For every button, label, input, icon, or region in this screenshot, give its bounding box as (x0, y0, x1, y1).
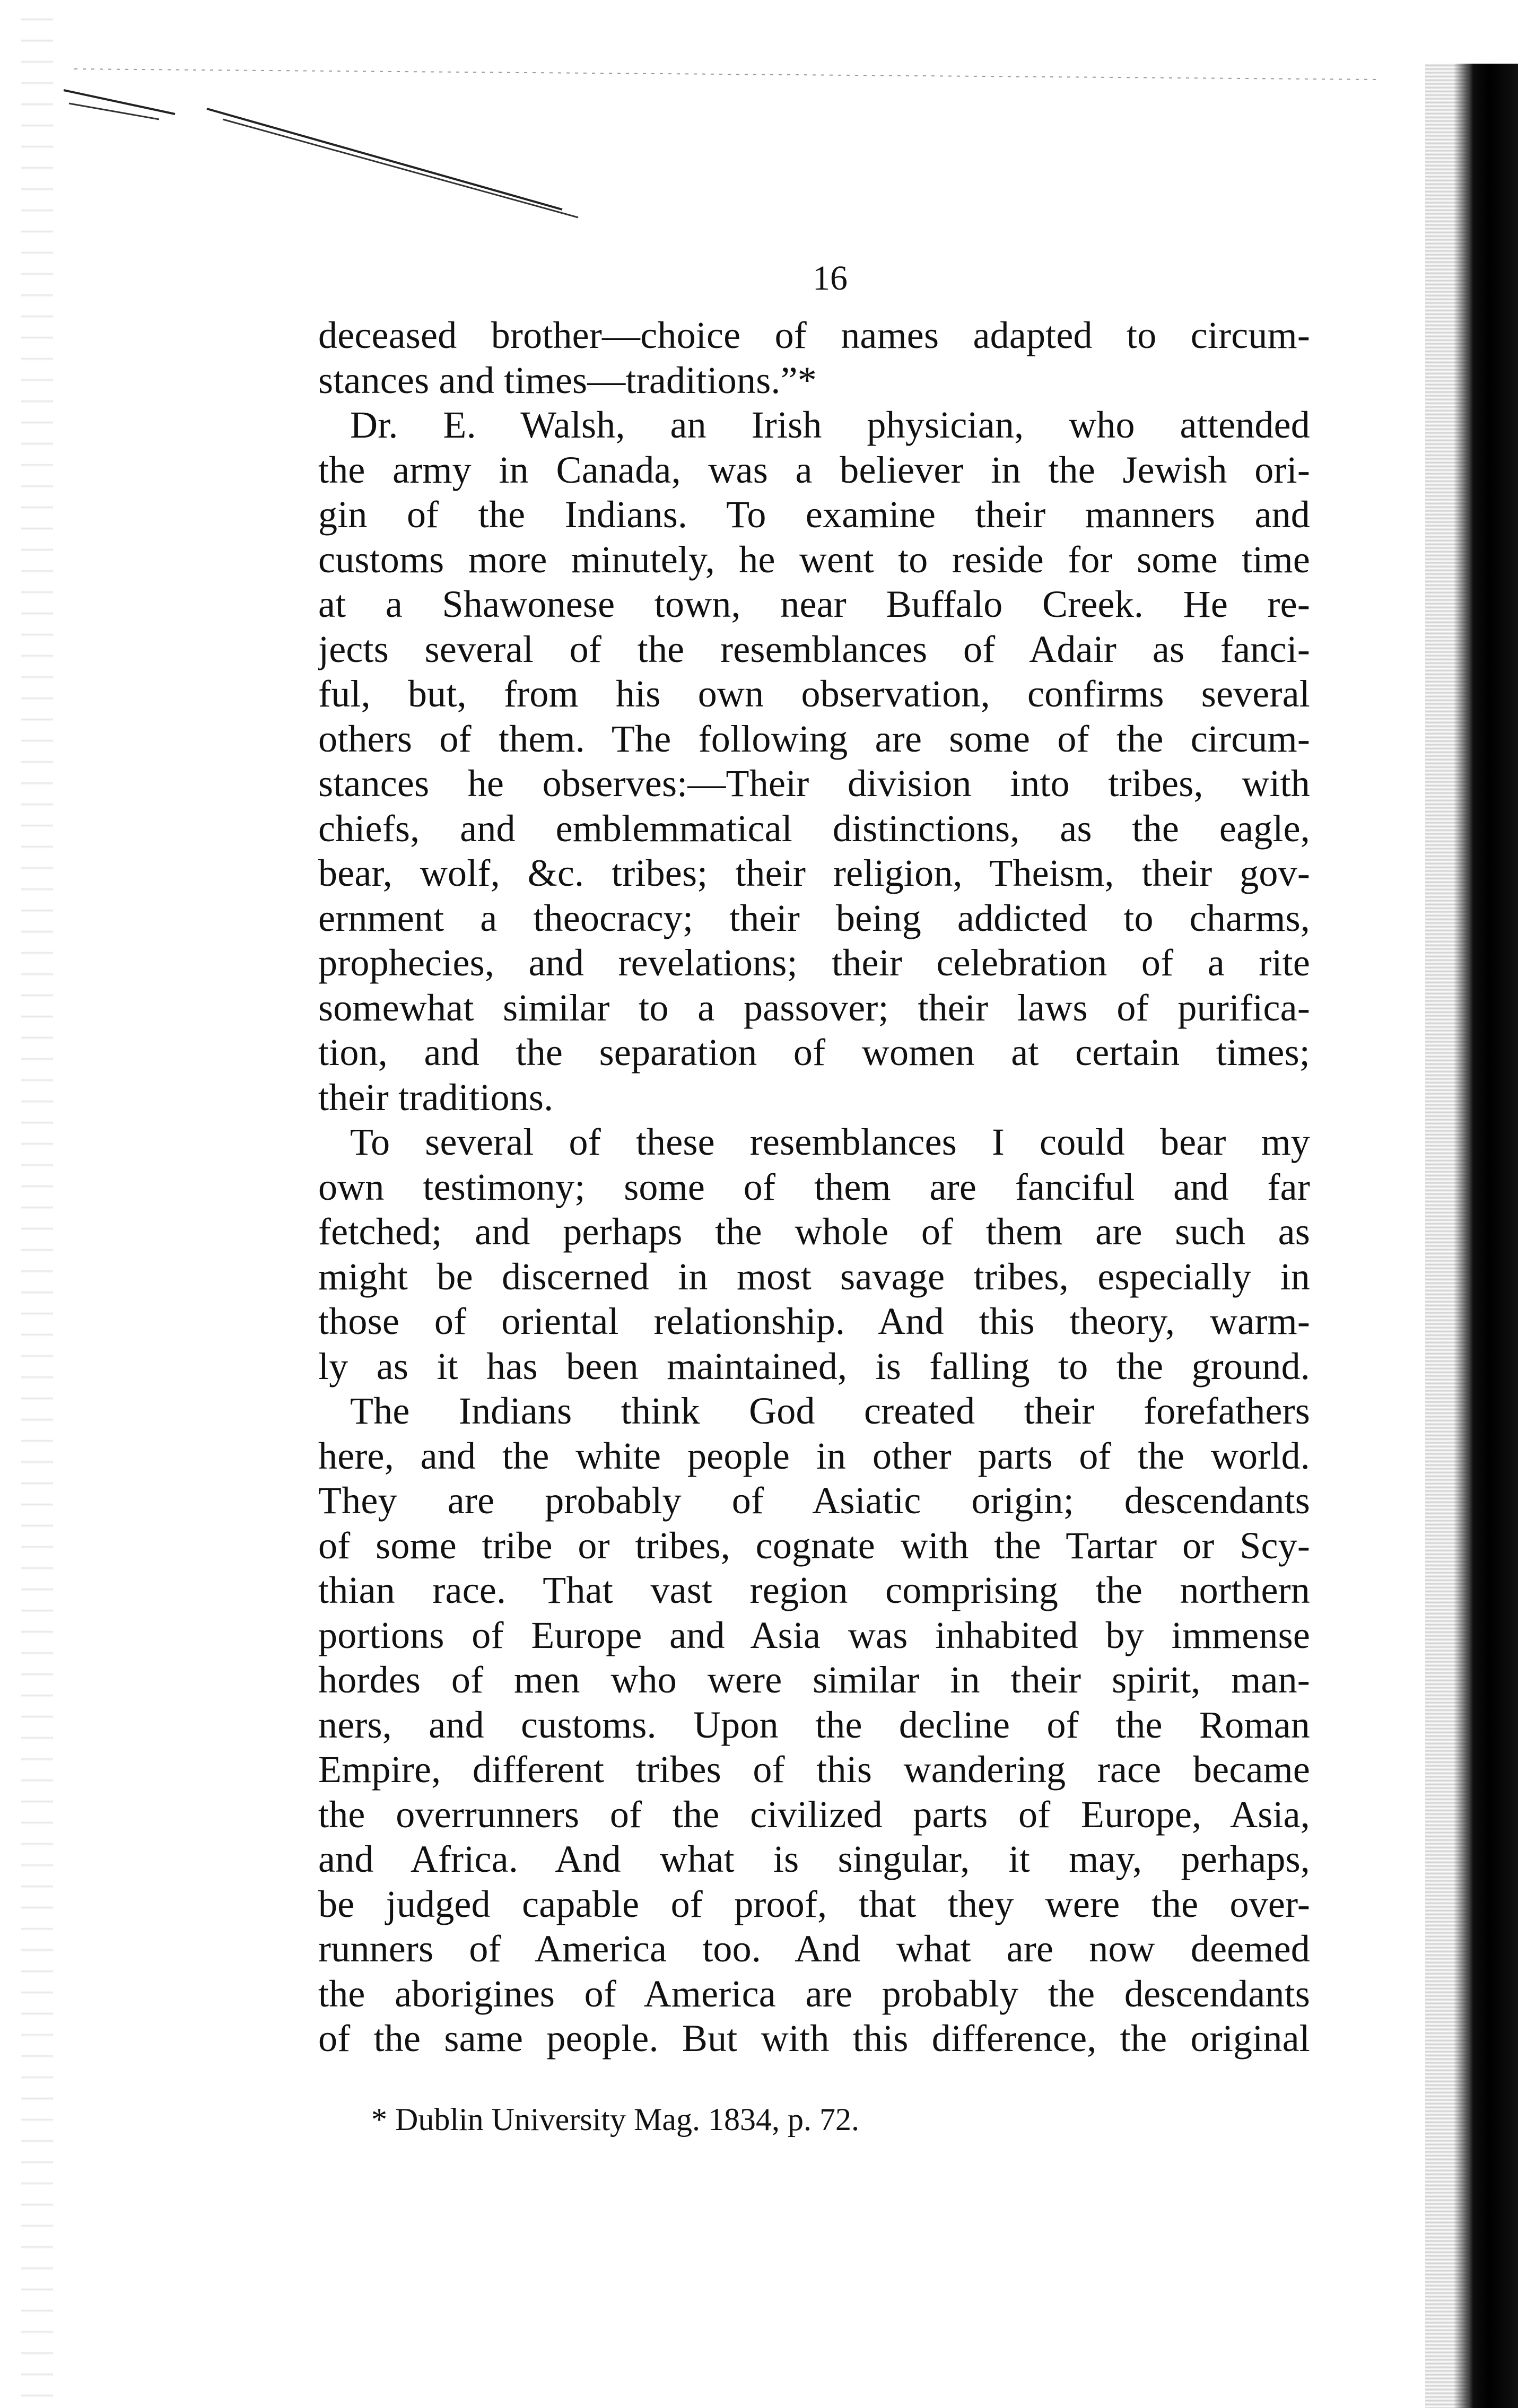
text-line: chiefs, and emblemmatical distinctions, as the eagle, (318, 807, 1310, 850)
scan-right-edge (1454, 64, 1518, 2408)
text-line: stances he observes:—Their division into tribes, with (318, 762, 1310, 805)
text-line: bear, wolf, &c. tribes; their religion, Theism, their gov- (318, 852, 1310, 894)
text-line: own testimony; some of them are fanciful and far (318, 1165, 1310, 1208)
text-line: of some tribe or tribes, cognate with the Tartar or Scy- (318, 1524, 1310, 1567)
text-line: They are probably of Asiatic origin; descendants (318, 1479, 1310, 1522)
text-line: the army in Canada, was a believer in the Jewish ori- (318, 448, 1310, 491)
text-line: be judged capable of proof, that they were the over- (318, 1882, 1310, 1925)
text-line: gin of the Indians. To examine their manners and (318, 493, 1310, 536)
text-line: hordes of men who were similar in their spirit, man- (318, 1659, 1310, 1701)
text-line: tion, and the separation of women at certain times; (318, 1031, 1310, 1074)
text-line: those of oriental relationship. And this theory, warm- (318, 1300, 1310, 1342)
text-line: portions of Europe and Asia was inhabited by immense (318, 1613, 1310, 1656)
text-line: here, and the white people in other parts of the world. (318, 1434, 1310, 1477)
book-page (318, 255, 1310, 2141)
text-line: customs more minutely, he went to reside for some time (318, 538, 1310, 581)
scan-left-edge (21, 0, 53, 2405)
text-line: the overrunners of the civilized parts of Europe, Asia, (318, 1793, 1310, 1836)
text-line: their traditions. (318, 1076, 554, 1119)
text-line: ners, and customs. Upon the decline of the Roman (318, 1703, 1310, 1746)
body-text (318, 313, 1310, 2061)
text-line: of the same people. But with this difference, the original (318, 2017, 1310, 2060)
text-line: ernment a theocracy; their being addicted to charms, (318, 896, 1310, 939)
text-line: Dr. E. Walsh, an Irish physician, who attended (350, 404, 1310, 446)
text-line: somewhat similar to a passover; their laws of purifica- (318, 986, 1310, 1029)
text-line: runners of America too. And what are now deemed (318, 1927, 1310, 1970)
text-line: the aborigines of America are probably the descendants (318, 1972, 1310, 2015)
scan-top-marks (0, 0, 1518, 265)
text-line: thian race. That vast region comprising the northern (318, 1569, 1310, 1611)
text-line: at a Shawonese town, near Buffalo Creek. He re- (318, 583, 1310, 625)
text-line: stances and times—traditions.”* (318, 359, 817, 402)
text-line: fetched; and perhaps the whole of them are such as (318, 1210, 1310, 1253)
text-line: and Africa. And what is singular, it may, perhaps, (318, 1838, 1310, 1880)
page-number: 16 (813, 259, 848, 298)
text-line: ful, but, from his own observation, confirms several (318, 673, 1310, 715)
text-line: jects several of the resemblances of Adair as fanci- (318, 627, 1310, 670)
text-line: others of them. The following are some of the circum- (318, 717, 1310, 760)
text-line: ly as it has been maintained, is falling to the ground. (318, 1345, 1310, 1388)
footnote: * Dublin University Mag. 1834, p. 72. (371, 2101, 859, 2137)
text-line: might be discerned in most savage tribes, especially in (318, 1255, 1310, 1298)
text-line: deceased brother—choice of names adapted to circum- (318, 314, 1310, 356)
text-line: The Indians think God created their forefathers (350, 1390, 1310, 1432)
text-line: To several of these resemblances I could bear my (350, 1121, 1310, 1163)
text-line: prophecies, and revelations; their celebration of a rite (318, 941, 1310, 984)
text-line: Empire, different tribes of this wandering race became (318, 1748, 1310, 1791)
